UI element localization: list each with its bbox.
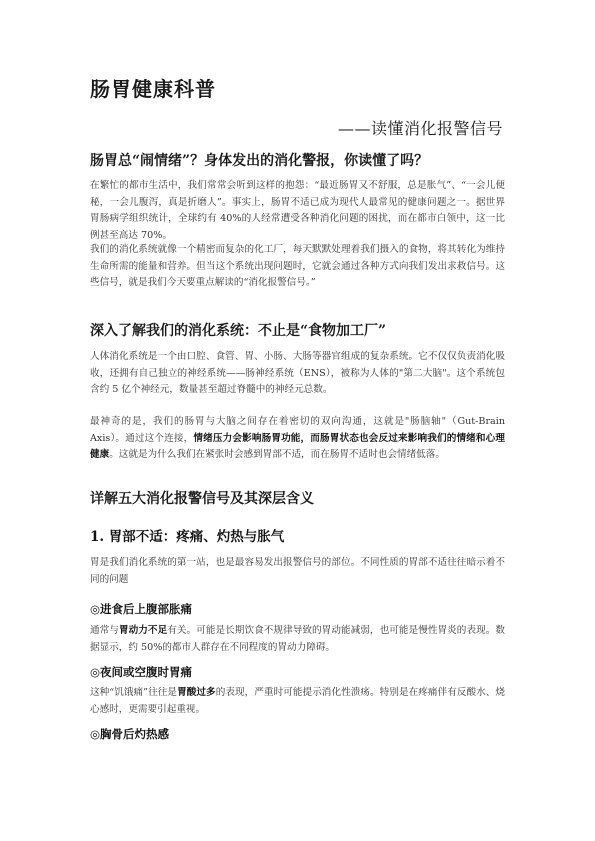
document-subtitle: ——读懂消化报警信号 — [337, 119, 503, 138]
item-heading-night-pain: ◎夜间或空腹时胃痛 — [90, 665, 193, 679]
paragraph-intro-1: 在繁忙的都市生活中，我们常常会听到这样的抱怨：“最近肠胃又不舒服，总是胀气”、“一会儿便秘，一会儿腹泻，真是折磨人”。事实上，肠胃不适已成为现代人最常见的健康问题之一。据世界胃肠病学组织统计，全球约有 40%的人经常遭受各种消化问题的困扰，而在都市白领中，这一比例甚至高达 70%。 — [90, 180, 505, 242]
gut-brain-text-2: 。这就是为什么我们在紧张时会感到胃部不适，而在肠胃不适时也会情绪低落。 — [109, 449, 445, 461]
paragraph-intro-2: 我们的消化系统就像一个精密而复杂的化工厂，每天默默处理着我们摄入的食物，将其转化为维持生命所需的能量和营养。但当这个系统出现问题时，它就会通过各种方式向我们发出求救信号。这些信号，就是我们今天要重点解读的“消化报警信号。” — [90, 244, 505, 289]
paragraph-night-pain — [90, 685, 505, 718]
post-meal-text-1: 通常与 — [90, 625, 119, 636]
section-heading-digestive-system: 深入了解我们的消化系统：不止是“食物加工厂” — [90, 323, 387, 339]
document-title: 肠胃健康科普 — [90, 77, 216, 101]
night-pain-text-2: 的表现，严重时可能提示消化性溃疡。特别是在疼痛伴有反酸水、烧心感时，更需要引起重视。 — [90, 687, 506, 715]
gut-brain-text-1: 最神奇的是，我们的肠胃与大脑之间存在着密切的双向沟通，这就是"肠脑轴"（Gut-Brain Axis）。通过这个连接， — [90, 416, 505, 444]
item-heading-chest-burning: ◎胸骨后灼热感 — [90, 727, 170, 741]
post-meal-text-2: 有关。可能是长期饮食不规律导致的胃动能减弱，也可能是慢性胃炎的表现。数据显示，约 50%的都市人群存在不同程度的胃动力障碍。 — [90, 625, 506, 653]
signal-heading-stomach: 1. 胃部不适：疼痛、灼热与胀气 — [90, 529, 285, 545]
section-heading-intro: 肠胃总“闹情绪”？身体发出的消化警报，你读懂了吗？ — [90, 153, 429, 169]
gut-brain-bold: 情绪压力会影响肠胃功能，而肠胃状态也会反过来影响我们的情绪和心理健康 — [90, 432, 506, 461]
night-pain-bold: 胃酸过多 — [177, 687, 216, 698]
item-heading-post-meal-pain: ◎进食后上腹部胀痛 — [90, 602, 193, 616]
paragraph-post-meal-pain — [90, 623, 505, 656]
section-heading-signals: 详解五大消化报警信号及其深层含义 — [90, 491, 314, 507]
post-meal-bold: 胃动力不足 — [118, 625, 168, 636]
paragraph-digestive-1: 人体消化系统是一个由口腔、食管、胃、小肠、大肠等器官组成的复杂系统。它不仅仅负责消化吸收，还拥有自己独立的神经系统——肠神经系统（ENS），被称为人体的"第二大脑"。这个系统包含约 5 亿个神经元，数量甚至超过脊髓中的神经元总数。 — [90, 351, 505, 396]
night-pain-text-1: 这种“饥饿痛”往往是 — [90, 687, 178, 698]
paragraph-gut-brain-axis — [90, 414, 505, 464]
paragraph-stomach-intro: 胃是我们消化系统的第一站，也是最容易发出报警信号的部位。不同性质的胃部不适往往暗示着不同的问题 — [90, 557, 505, 585]
